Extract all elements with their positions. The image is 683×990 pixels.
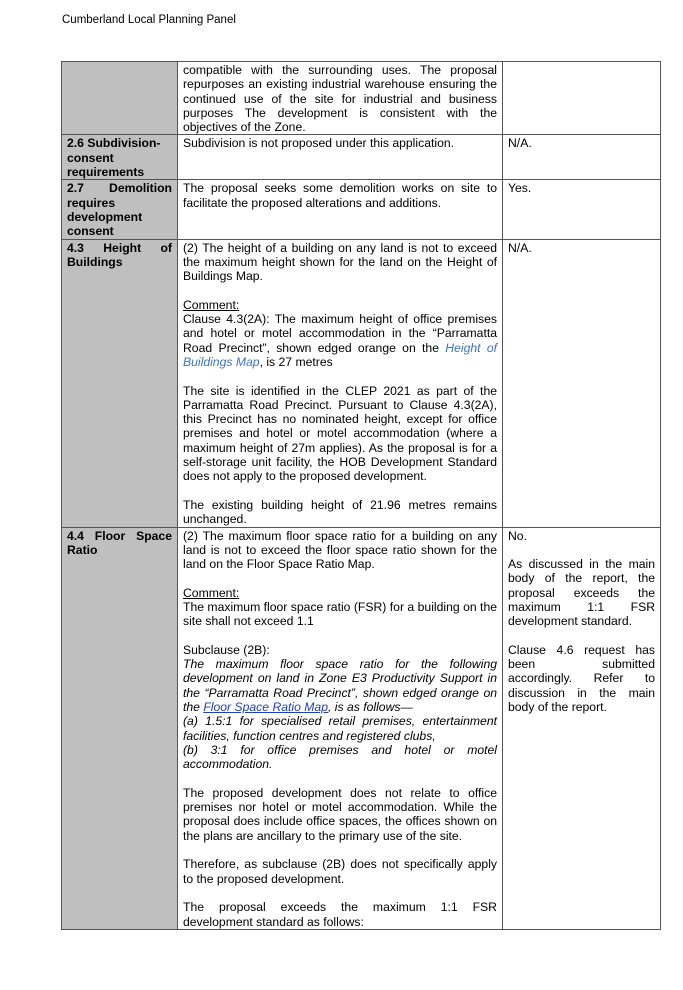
text-run: , is as follows— <box>328 700 413 715</box>
provision-text: Therefore, as subclause (2B) does not specifically apply to the proposed development. <box>183 857 497 886</box>
provision-text: The existing building height of 21.96 metres remains unchanged. <box>183 497 497 527</box>
provision-text: The proposal seeks some demolition works on site to facilitate the proposed alterations and additions. <box>183 181 497 210</box>
provision-text: The proposed development does not relate to office premises nor hotel or motel accommodation. While the proposal does include office spaces, the offices shown on the plans are ancillary to the primary use of the site. <box>183 785 497 843</box>
compliance-text: No. <box>508 528 527 543</box>
compliance-cell: N/A. <box>503 135 661 180</box>
clause-label: development <box>67 209 143 224</box>
comment-heading: Comment: <box>183 297 240 312</box>
provision-text: (2) The height of a building on any land is not to exceed the maximum height shown for the land on the Height of Buildings Map. <box>183 240 497 284</box>
provision-text: The maximum floor space ratio (FSR) for a building on the site shall not exceed 1.1 <box>183 599 497 629</box>
height-of-buildings-map-link[interactable]: Height of Buildings Map <box>183 340 497 369</box>
provision-text <box>183 312 497 369</box>
comment-heading: Comment: <box>183 585 240 600</box>
text-run: The maximum floor space ratio for the following development on land in Zone E3 Productivity Support in the “Parramatta Road Precinct”, shown edged orange on the <box>183 657 497 715</box>
table-row <box>62 180 661 239</box>
subclause-text <box>183 657 497 714</box>
clause-cell <box>62 527 178 929</box>
clause-label: requires <box>67 195 116 210</box>
compliance-table <box>61 61 661 930</box>
clause-label: Ratio <box>67 542 98 557</box>
provision-text: (2) The maximum floor space ratio for a building on any land is not to exceed the floor space ratio shown for the land on the Floor Space Ratio Map. <box>183 528 497 572</box>
clause-cell <box>62 135 178 180</box>
clause-label: consent <box>67 150 114 165</box>
clause-label: Buildings <box>67 254 123 269</box>
text-run: , is 27 metres <box>259 354 333 369</box>
clause-cell <box>62 62 178 135</box>
clause-cell <box>62 180 178 239</box>
provision-cell <box>178 180 503 239</box>
clause-label: 2.7 Demolition <box>67 181 172 196</box>
provision-text: The proposal exceeds the maximum 1:1 FSR development standard as follows: <box>183 900 497 929</box>
clause-label: requirements <box>67 165 145 180</box>
provision-cell <box>178 527 503 929</box>
provision-text: compatible with the surrounding uses. The proposal repurposes an existing industrial warehouse ensuring the continued use of the site for industrial and business purposes The development is consistent with the objectives of the Zone. <box>183 63 497 135</box>
compliance-cell <box>503 527 661 929</box>
clause-label: consent <box>67 224 114 239</box>
subclause-item: (b) 3:1 for office premises and hotel or motel accommodation. <box>183 742 497 772</box>
clause-label: 4.4 Floor Space <box>67 528 172 543</box>
compliance-text: As discussed in the main body of the report, the proposal exceeds the maximum 1:1 FSR development standard. <box>508 557 655 629</box>
provision-cell <box>178 135 503 180</box>
compliance-cell <box>503 62 661 135</box>
compliance-cell: N/A. <box>503 239 661 527</box>
compliance-text: Clause 4.6 request has been submitted accordingly. Refer to discussion in the main body of the report. <box>508 642 655 715</box>
subclause-item: (a) 1.5:1 for specialised retail premises, entertainment facilities, function centres and registered clubs, <box>183 714 497 743</box>
table-row <box>62 135 661 180</box>
table-row <box>62 62 661 135</box>
floor-space-ratio-map-link[interactable]: Floor Space Ratio Map <box>203 700 328 715</box>
clause-cell <box>62 239 178 527</box>
table-row <box>62 239 661 527</box>
provision-cell <box>178 239 503 527</box>
provision-text: Subdivision is not proposed under this application. <box>183 136 455 151</box>
provision-cell <box>178 62 503 135</box>
clause-label: 2.6 Subdivision- <box>67 136 161 151</box>
provision-text: The site is identified in the CLEP 2021 as part of the Parramatta Road Precinct. Pursuant to Clause 4.3(2A), this Precinct has no nominated height, except for office premises and hotel or motel accommodation (where a maximum height of 27m applies). As the proposal is for a self-storage unit facility, the HOB Development Standard does not apply to the proposed development. <box>183 383 497 484</box>
table-row <box>62 527 661 929</box>
page-header: Cumberland Local Planning Panel <box>62 14 236 26</box>
clause-label: 4.3 Height of <box>67 240 172 255</box>
text-run: Clause 4.3(2A): The maximum height of office premises and hotel or motel accommodation in the “Parramatta Road Precinct”, shown edged orange on the <box>183 312 497 355</box>
compliance-cell: Yes. <box>503 180 661 239</box>
subclause-heading: Subclause (2B): <box>183 642 270 657</box>
